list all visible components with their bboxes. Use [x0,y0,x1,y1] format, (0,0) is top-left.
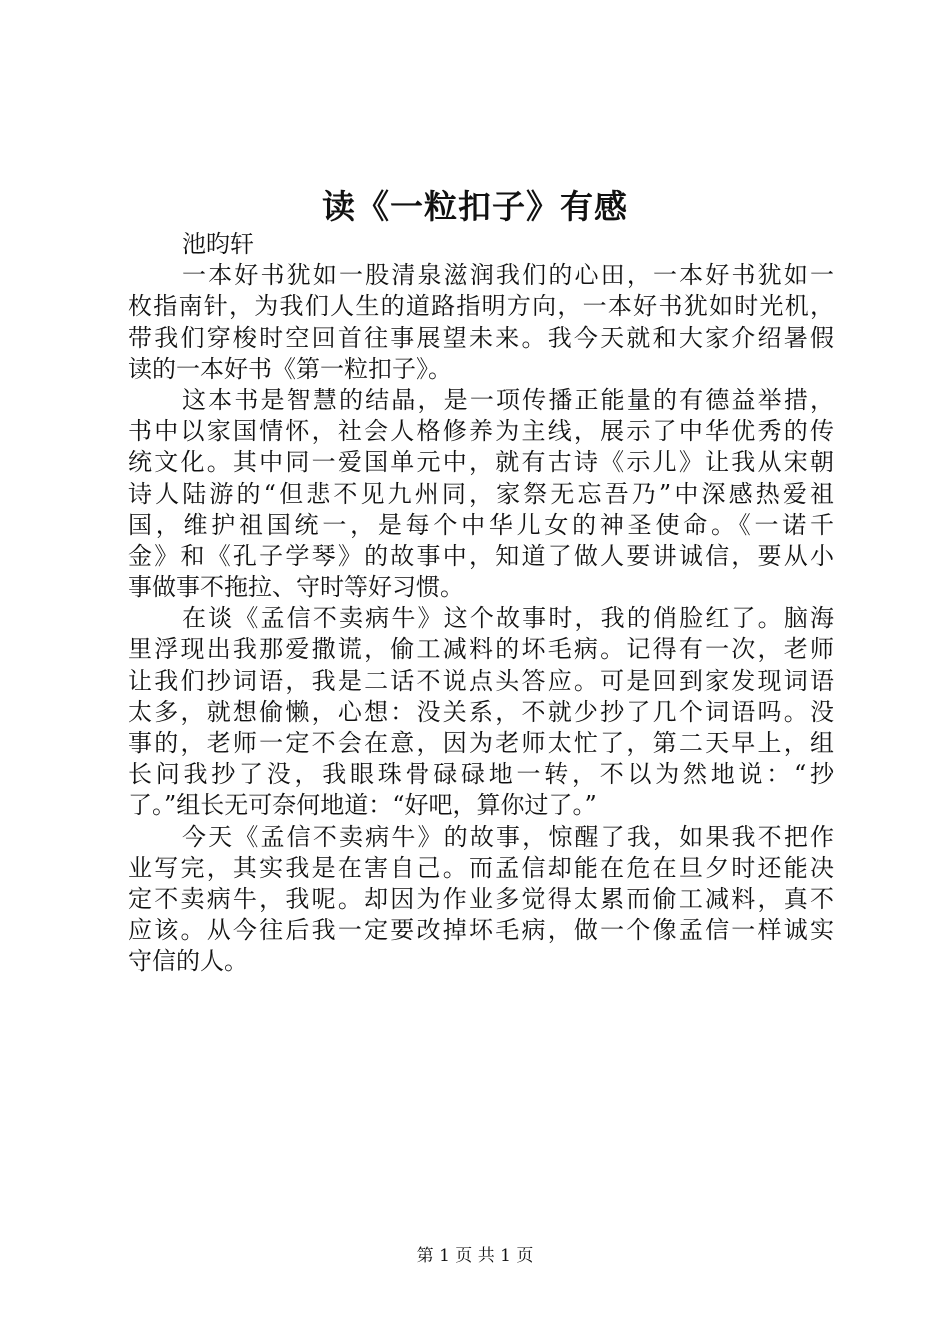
text-line: 带我们穿梭时空回首往事展望未来。我今天就和大家介绍暑假 [128,323,834,352]
author-line: 池昀轩 [182,230,254,258]
text-line: 长问我抄了没，我眼珠骨碌碌地一转，不以为然地说：“抄 [128,760,834,789]
page-footer: 第 1 页 共 1 页 [416,1246,534,1266]
text-line: 守信的人。 [128,947,248,976]
paragraph [128,385,834,603]
text-line: 书中以家国情怀，社会人格修养为主线，展示了中华优秀的传 [128,417,834,446]
text-line: 事的，老师一定不会在意，因为老师太忙了，第二天早上，组 [128,729,834,757]
text-line: 里浮现出我那爱撒谎，偷工减料的坏毛病。记得有一次，老师 [128,635,834,664]
text-line: 枚指南针，为我们人生的道路指明方向，一本好书犹如时光机， [128,292,834,321]
text-line: 国，维护祖国统一，是每个中华儿女的神圣使命。《一诺千 [128,510,834,539]
document-body [128,229,834,978]
document-title: 读《一粒扣子》有感 [322,187,628,226]
paragraph [128,260,834,385]
text-line: 统文化。其中同一爱国单元中，就有古诗《示儿》让我从宋朝 [128,448,834,477]
text-line: 诗人陆游的“但悲不见九州同，家祭无忘吾乃”中深感热爱祖 [128,479,834,508]
text-line: 业写完，其实我是在害自己。而孟信却能在危在旦夕时还能决 [128,853,834,882]
text-line: 让我们抄词语，我是二话不说点头答应。可是回到家发现词语 [128,666,834,695]
text-line: 一本好书犹如一股清泉滋润我们的心田，一本好书犹如一 [182,261,834,290]
text-line: 读的一本好书《第一粒扣子》。 [128,354,452,383]
text-line: 事做事不拖拉、守时等好习惯。 [128,573,464,602]
text-line: 应该。从今往后我一定要改掉坏毛病，做一个像孟信一样诚实 [128,916,834,945]
paragraph-list [128,260,834,977]
text-line: 了。”组长无可奈何地道：“好吧，算你过了。” [128,791,597,820]
paragraph [128,822,834,978]
text-line: 定不卖病牛，我呢。却因为作业多觉得太累而偷工减料，真不 [128,884,834,913]
text-line: 这本书是智慧的结晶，是一项传播正能量的有德益举措， [182,385,834,414]
text-line: 今天《孟信不卖病牛》的故事，惊醒了我，如果我不把作 [182,822,834,851]
paragraph [128,603,834,821]
text-line: 太多，就想偷懒，心想：没关系，不就少抄了几个词语吗。没 [128,697,834,726]
text-line: 金》和《孔子学琴》的故事中，知道了做人要讲诚信，要从小 [128,541,834,570]
text-line: 在谈《孟信不卖病牛》这个故事时，我的俏脸红了。脑海 [182,604,834,633]
